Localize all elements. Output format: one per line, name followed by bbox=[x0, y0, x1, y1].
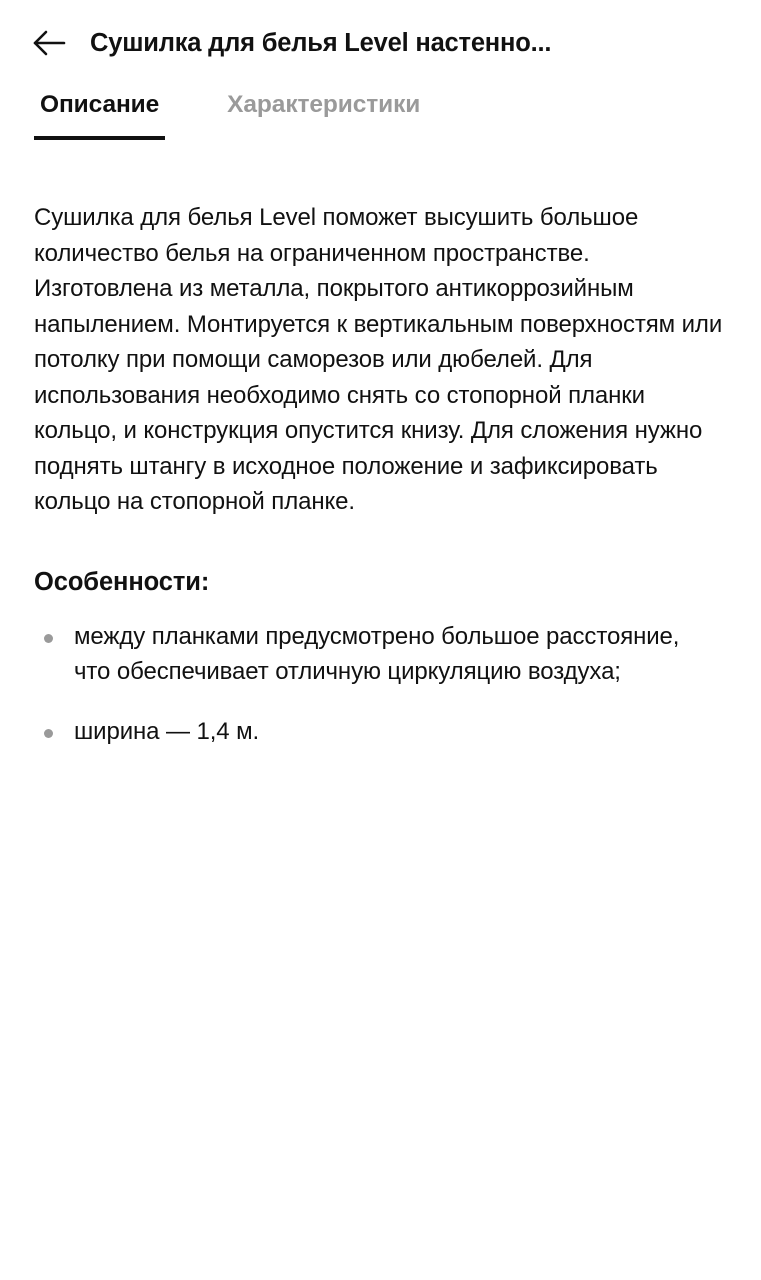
list-item bbox=[34, 714, 714, 750]
bullet-icon bbox=[44, 634, 53, 643]
arrow-left-icon bbox=[31, 29, 67, 57]
bullet-icon bbox=[44, 729, 53, 738]
app-header bbox=[0, 0, 761, 78]
feature-text: между планками предусмотрено большое расстояние, что обеспечивает отличную циркуляцию воздуха; bbox=[74, 622, 680, 685]
description-content bbox=[0, 160, 761, 1280]
tab-specifications[interactable]: Характеристики bbox=[221, 90, 426, 140]
features-heading: Особенности: bbox=[34, 567, 210, 596]
list-item bbox=[34, 619, 714, 690]
features-list bbox=[34, 619, 727, 750]
feature-text: ширина — 1,4 м. bbox=[74, 717, 260, 745]
tab-bar bbox=[0, 78, 761, 160]
product-description-text: Сушилка для белья Level поможет высушить большое количество белья на ограниченном пространстве. Изготовлена из металла, покрытого антикоррозийным напылением. Монтируется к вертикальным поверхностям или потолку при помощи саморезов или дюбелей. Для использования необходимо снять со стопорной планки кольцо, и конструкция опустится книзу. Для сложения нужно поднять штангу в исходное положение и зафиксировать кольцо на стопорной планке. bbox=[34, 204, 723, 515]
back-button[interactable] bbox=[26, 20, 72, 66]
page-title: Сушилка для белья Level настенно... bbox=[90, 28, 552, 57]
tab-description[interactable]: Описание bbox=[34, 90, 165, 140]
